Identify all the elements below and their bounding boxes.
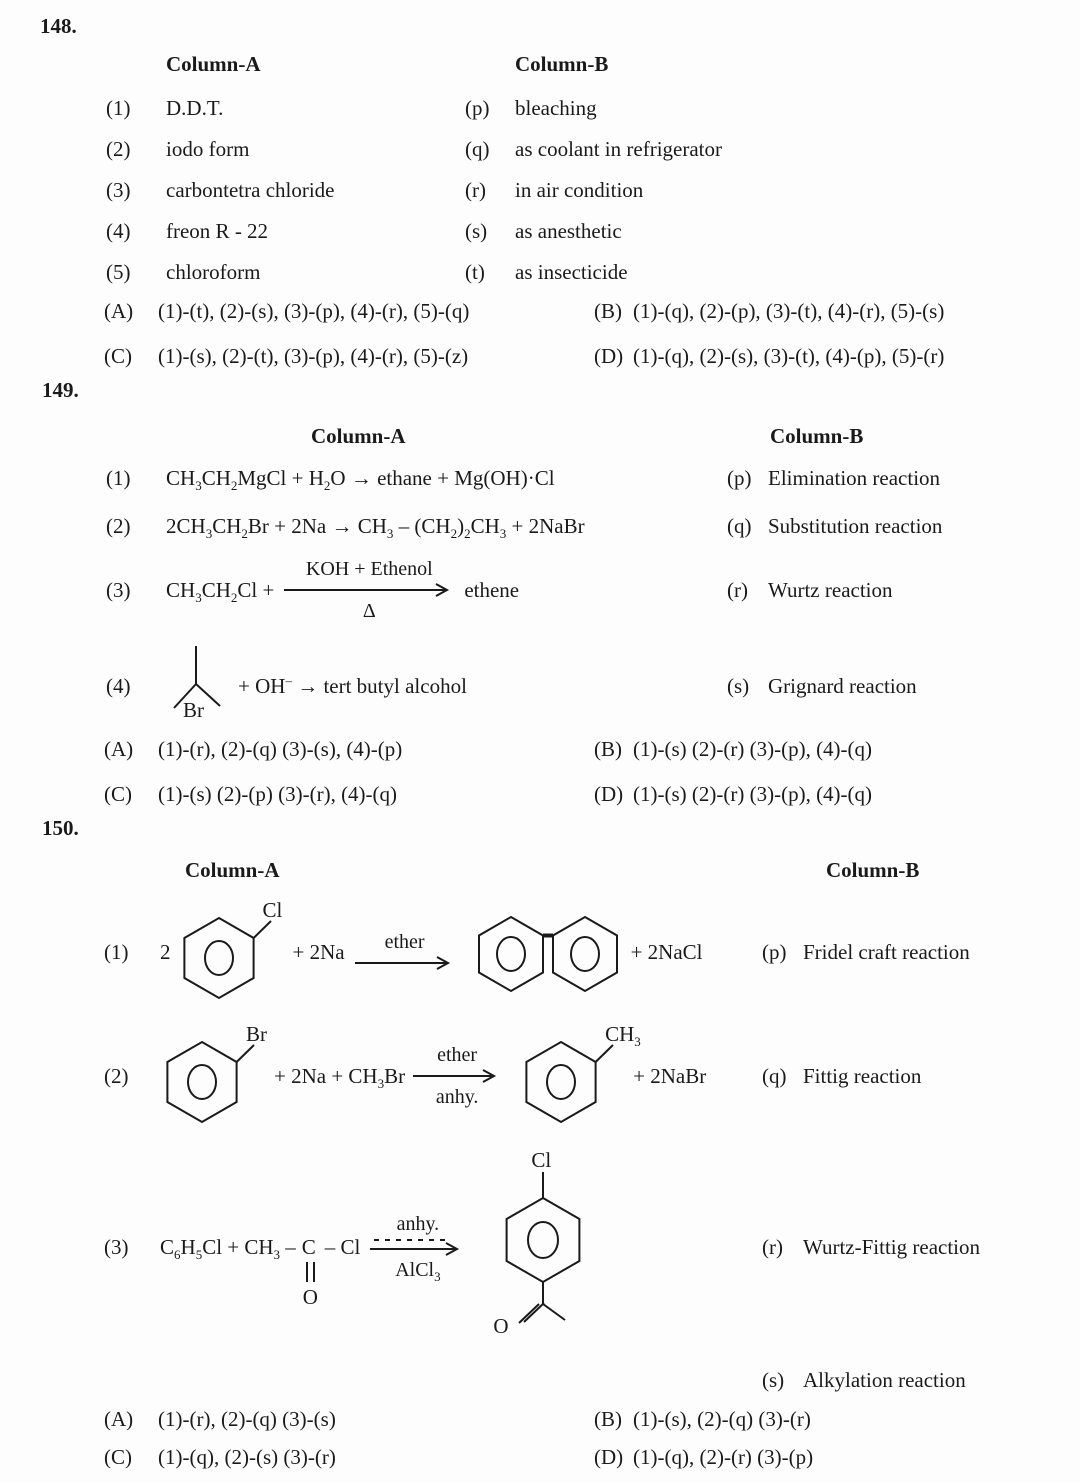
option-text: (1)-(q), (2)-(s) (3)-(r) <box>158 1445 336 1469</box>
option-label: (C) <box>104 1445 132 1469</box>
list-item <box>465 96 597 120</box>
item-number: (t) <box>465 260 485 284</box>
option-label: (C) <box>104 344 132 368</box>
item-text: bleaching <box>515 96 597 120</box>
item-number: (1) <box>106 96 131 120</box>
list-item <box>762 940 970 964</box>
item-number: (1) <box>104 939 129 964</box>
column-b-header: Column-B <box>770 424 864 448</box>
item-text: Substitution reaction <box>768 514 943 538</box>
br-substituent-label: Br <box>246 1022 267 1046</box>
option-text: (1)-(s) (2)-(p) (3)-(r), (4)-(q) <box>158 782 398 806</box>
list-item <box>762 1064 921 1088</box>
option-label: (A) <box>104 737 134 761</box>
list-item <box>465 260 628 284</box>
reaction-row <box>104 890 703 1014</box>
item-text: Wurtz-Fittig reaction <box>803 1235 981 1259</box>
item-number: (3) <box>106 178 131 202</box>
benzene-ring <box>519 1022 619 1130</box>
option-d <box>594 344 944 368</box>
item-number: (3) <box>106 577 131 602</box>
option-c <box>104 1445 336 1469</box>
product-text: + 2NaBr <box>633 1063 707 1088</box>
item-text: freon R - 22 <box>166 219 269 243</box>
option-label: (A) <box>104 299 134 323</box>
item-number: (3) <box>104 1234 129 1259</box>
reaction-arrow <box>284 558 454 622</box>
reaction-row <box>104 1148 603 1338</box>
item-number: (s) <box>762 1368 785 1392</box>
column-a-header: Column-A <box>166 52 261 76</box>
toluene-structure <box>519 1022 641 1130</box>
reaction-arrow <box>413 1044 501 1108</box>
carbonyl-carbon-stack <box>301 1234 319 1309</box>
list-item <box>106 219 268 243</box>
arrow-condition-bottom: anhy. <box>435 1086 479 1108</box>
column-a-header: Column-A <box>185 858 280 882</box>
arrow-condition-bottom: AlCl$_3$ <box>395 1259 441 1284</box>
benzene-ring <box>177 898 277 1006</box>
arrow-condition-top: ether <box>384 931 425 953</box>
reaction-formula: $C_6H_5Cl + CH_3$ – <box>160 1234 296 1263</box>
option-d <box>594 1445 813 1469</box>
reagent-text: + $2Na + CH_3Br$ <box>274 1063 406 1092</box>
item-text: Elimination reaction <box>768 466 941 490</box>
option-b <box>594 1407 811 1431</box>
option-label: (B) <box>594 737 622 761</box>
option-label: (D) <box>594 1445 624 1469</box>
reaction-formula: – Cl <box>324 1234 361 1259</box>
list-item <box>106 178 335 202</box>
item-number: (4) <box>106 219 131 243</box>
carbonyl-oxygen: O <box>302 1284 318 1309</box>
item-text: Fittig reaction <box>803 1064 922 1088</box>
tert-butyl-bromide-structure <box>166 642 230 730</box>
reaction-row <box>106 552 519 628</box>
reaction-row <box>106 466 555 494</box>
item-number: (5) <box>106 260 131 284</box>
option-text: (1)-(q), (2)-(s), (3)-(t), (4)-(p), (5)-(r) <box>633 344 945 368</box>
reaction-product: + OH– → tert butyl alcohol <box>238 672 467 698</box>
option-text: (1)-(s) (2)-(r) (3)-(p), (4)-(q) <box>633 737 873 761</box>
item-text: Wurtz reaction <box>768 578 893 602</box>
reaction-arrow <box>370 1213 465 1284</box>
column-b-header: Column-B <box>826 858 920 882</box>
item-text: as coolant in refrigerator <box>515 137 722 161</box>
reaction-arrow <box>355 931 455 973</box>
reaction-row <box>106 514 585 542</box>
reaction-formula: $CH_3CH_2Cl$ + <box>166 577 275 606</box>
item-number: (r) <box>727 578 748 602</box>
reaction-formula: $CH_3CH_2MgCl + H_2O$ → ethane + Mg(OH)·Cl <box>166 466 555 494</box>
item-text: Fridel craft reaction <box>803 940 970 964</box>
bromobenzene-structure <box>160 1022 267 1130</box>
list-item <box>106 260 260 284</box>
list-item <box>106 96 223 120</box>
biphenyl-structure <box>473 900 623 1004</box>
double-bond <box>306 1262 315 1282</box>
option-text: (1)-(r), (2)-(q) (3)-(s), (4)-(p) <box>158 737 403 761</box>
column-a-header: Column-A <box>311 424 406 448</box>
list-item <box>727 674 917 698</box>
option-d <box>594 782 872 806</box>
option-text: (1)-(s) (2)-(r) (3)-(p), (4)-(q) <box>633 782 873 806</box>
arrow-shaft <box>370 1237 465 1257</box>
product-text: + 2NaCl <box>630 939 703 964</box>
reagent-text: + 2Na <box>292 939 345 964</box>
option-label: (B) <box>594 1407 622 1431</box>
reaction-formula: $2CH_3CH_2Br + 2Na \to CH_3 - (CH_2)_2CH_3$ + 2NaBr <box>166 514 585 542</box>
item-number: (2) <box>106 514 131 538</box>
item-number: (2) <box>106 137 131 161</box>
item-number: (q) <box>465 137 490 161</box>
option-a <box>104 1407 336 1431</box>
item-number: (p) <box>727 466 752 490</box>
list-item <box>727 578 893 602</box>
option-a <box>104 737 402 761</box>
list-item <box>465 219 622 243</box>
item-number: (q) <box>727 514 752 538</box>
option-c <box>104 344 468 368</box>
reaction-row <box>106 640 467 732</box>
option-text: (1)-(s), (2)-(t), (3)-(p), (4)-(r), (5)-(z) <box>158 344 469 368</box>
arrow-shaft <box>413 1068 501 1084</box>
list-item <box>762 1368 966 1392</box>
column-b-header: Column-B <box>515 52 609 76</box>
option-label: (C) <box>104 782 132 806</box>
option-text: (1)-(s), (2)-(q) (3)-(r) <box>633 1407 811 1431</box>
list-item <box>106 137 249 161</box>
ch3-substituent-label: $CH_3$ <box>605 1022 641 1050</box>
item-text: D.D.T. <box>166 96 224 120</box>
option-label: (A) <box>104 1407 134 1431</box>
arrow-condition-top: ether <box>437 1044 478 1066</box>
list-item <box>465 178 643 202</box>
item-number: (r) <box>762 1235 783 1259</box>
item-number: (p) <box>465 96 490 120</box>
biphenyl-rings <box>473 900 623 1004</box>
item-text: in air condition <box>515 178 644 202</box>
option-b <box>594 299 944 323</box>
reaction-product: ethene <box>464 577 520 602</box>
item-text: as anesthetic <box>515 219 622 243</box>
carbonyl-carbon: C <box>301 1234 316 1259</box>
item-text: Grignard reaction <box>768 674 917 698</box>
item-text: chloroform <box>166 260 261 284</box>
br-substituent-label: Br <box>183 698 204 722</box>
option-text: (1)-(r), (2)-(q) (3)-(s) <box>158 1407 336 1431</box>
item-text: Alkylation reaction <box>803 1368 966 1392</box>
reaction-row <box>104 1014 706 1138</box>
arrow-condition-top: KOH + Ethenol <box>305 558 433 580</box>
item-text: carbontetra chloride <box>166 178 335 202</box>
option-c <box>104 782 397 806</box>
arrow-shaft <box>355 955 455 971</box>
item-number: (p) <box>762 940 787 964</box>
option-text: (1)-(q), (2)-(r) (3)-(p) <box>633 1445 814 1469</box>
list-item <box>762 1235 980 1259</box>
arrow-shaft <box>284 582 454 598</box>
item-text: iodo form <box>166 137 250 161</box>
cl-substituent-label: Cl <box>531 1148 552 1172</box>
item-number: (s) <box>465 219 488 243</box>
list-item <box>465 137 722 161</box>
item-number: (4) <box>106 673 131 698</box>
question-number: 148. <box>40 14 77 38</box>
benzene-ring <box>160 1022 260 1130</box>
question-number: 149. <box>42 378 79 402</box>
list-item <box>727 466 940 490</box>
item-number: (2) <box>104 1063 129 1088</box>
option-text: (1)-(t), (2)-(s), (3)-(p), (4)-(r), (5)-(q) <box>158 299 470 323</box>
option-a <box>104 299 469 323</box>
item-number: (q) <box>762 1064 787 1088</box>
option-label: (B) <box>594 299 622 323</box>
chlorobenzene-structure <box>177 898 283 1006</box>
option-b <box>594 737 872 761</box>
oxygen-label: O <box>493 1314 509 1338</box>
option-text: (1)-(q), (2)-(p), (3)-(t), (4)-(r), (5)-(s) <box>633 299 945 323</box>
coefficient: 2 <box>160 939 171 964</box>
arrow-condition-top: anhy. <box>396 1213 440 1235</box>
arrow-condition-bottom: Δ <box>362 600 376 622</box>
cl-substituent-label: Cl <box>262 898 283 922</box>
item-number: (s) <box>727 674 750 698</box>
option-label: (D) <box>594 344 624 368</box>
item-number: (r) <box>465 178 486 202</box>
option-label: (D) <box>594 782 624 806</box>
para-chloroacetophenone-structure <box>487 1148 603 1342</box>
item-number: (1) <box>106 466 131 490</box>
list-item <box>727 514 942 538</box>
question-number: 150. <box>42 816 79 840</box>
item-text: as insecticide <box>515 260 628 284</box>
